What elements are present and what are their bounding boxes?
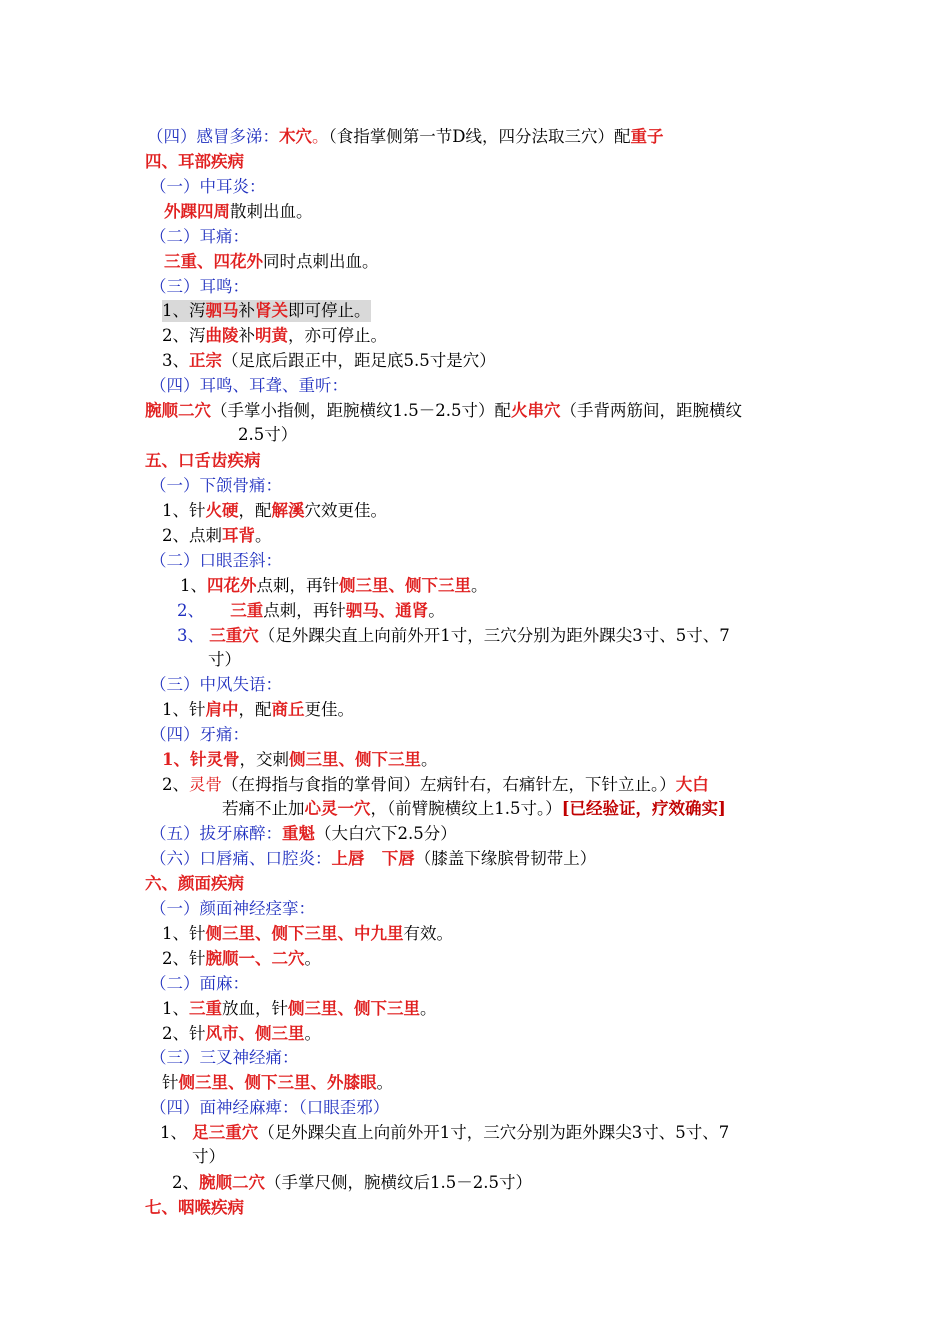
text-line	[145, 151, 244, 173]
text-segment: 2、点刺	[162, 526, 222, 545]
text-segment: 。	[420, 750, 438, 769]
text-segment: 针	[162, 1073, 179, 1092]
text-line	[162, 774, 709, 796]
text-segment: 灵骨	[189, 775, 222, 794]
text-line	[162, 525, 272, 547]
text-segment: 侧三里、侧下三里	[288, 750, 421, 769]
text-segment: （手背两筋间，距腕横纹	[560, 401, 742, 420]
text-segment: 寸）	[208, 650, 241, 669]
text-segment: 3、	[177, 626, 204, 645]
text-segment: 火硬	[205, 501, 239, 520]
text-segment: 侧三里、侧下三里、外膝眼	[178, 1073, 377, 1092]
text-segment: 1、针	[162, 700, 206, 719]
text-segment: （一）中耳炎：	[150, 177, 266, 196]
text-segment: 1、	[160, 1123, 193, 1142]
text-segment: 耳背	[222, 526, 255, 545]
text-line	[145, 450, 261, 472]
text-line	[177, 600, 445, 622]
text-line	[150, 475, 282, 497]
text-segment: （三）三叉神经痛：	[150, 1048, 299, 1067]
text-segment: 火串穴	[510, 401, 561, 420]
text-segment: 三重穴	[209, 626, 259, 645]
text-segment: 驷马、通肾	[345, 601, 429, 620]
text-line	[145, 1197, 244, 1219]
text-segment: （在拇指与食指的掌骨间）左病针右，右痛针左，下针立止。）	[222, 775, 676, 794]
text-line	[150, 823, 457, 845]
text-segment: 放血，针	[222, 999, 288, 1018]
text-line	[238, 424, 297, 446]
text-segment: 侧三里、侧下三里	[288, 999, 420, 1018]
text-segment: 解溪	[271, 501, 305, 520]
text-segment: 。	[304, 949, 321, 968]
text-line	[150, 1097, 389, 1119]
text-segment: 2、	[172, 1173, 199, 1192]
text-line	[208, 649, 241, 671]
text-segment: ，交刺	[239, 750, 289, 769]
text-line	[150, 550, 282, 572]
text-line	[162, 350, 496, 372]
text-line	[162, 699, 354, 721]
text-line	[164, 201, 313, 223]
text-line	[145, 400, 742, 422]
text-line	[147, 126, 663, 148]
text-segment: （二）耳痛：	[150, 227, 249, 246]
text-segment: （膝盖下缘膑骨韧带上）	[414, 849, 597, 868]
text-segment: （三）耳鸣：	[150, 277, 249, 296]
text-segment: 。	[471, 576, 488, 595]
text-segment: 。	[428, 601, 445, 620]
text-line	[162, 300, 371, 322]
text-segment: 2、泻	[162, 326, 206, 345]
text-segment: 1、泻	[162, 301, 206, 320]
text-segment: 商丘	[271, 700, 305, 719]
text-segment: 同时点刺出血。	[263, 252, 379, 271]
text-segment: （足外踝尖直上向前外开1寸，三穴分别为距外踝尖3寸、5寸、7	[258, 1123, 730, 1142]
text-line	[162, 998, 437, 1020]
text-segment: （大白穴下2.5分）	[315, 824, 457, 843]
text-segment: （四）感冒多涕：	[147, 127, 279, 146]
text-segment: 1、	[180, 576, 207, 595]
text-segment: 有效。	[403, 924, 453, 943]
text-segment: 1、针	[162, 501, 206, 520]
text-line	[164, 251, 379, 273]
text-segment: 正宗	[189, 351, 222, 370]
text-line	[150, 176, 266, 198]
text-segment: 六、颜面疾病	[145, 874, 244, 893]
text-segment: 寸）	[192, 1147, 225, 1166]
text-segment: 七、咽喉疾病	[145, 1198, 244, 1217]
text-segment: （一）下颌骨痛：	[150, 476, 282, 495]
text-line	[150, 848, 596, 870]
text-line	[150, 276, 249, 298]
text-segment: 重魁	[282, 824, 315, 843]
text-segment: 3、	[162, 351, 189, 370]
text-segment: 木穴	[279, 127, 312, 146]
text-segment: （足底后跟正中，距足底5.5寸是穴）	[222, 351, 496, 370]
text-segment: 明黄	[255, 326, 288, 345]
text-segment: （手掌小指侧，距腕横纹1.5－2.5寸）配	[211, 401, 511, 420]
text-segment: 。	[420, 999, 437, 1018]
text-segment: （一）颜面神经痉挛：	[150, 899, 315, 918]
text-segment: （四）面神经麻痺：（口眼歪邪）	[150, 1098, 390, 1117]
text-line	[222, 798, 726, 820]
text-segment: （足外踝尖直上向前外开1寸，三穴分别为距外踝尖3寸、5寸、7	[258, 626, 730, 645]
text-segment: 侧三里、侧下三里、中九里	[205, 924, 404, 943]
text-segment: ，亦可停止。	[288, 326, 387, 345]
text-segment: 。	[255, 526, 272, 545]
text-line	[162, 500, 387, 522]
text-segment: （二）面麻：	[150, 974, 249, 993]
text-segment: 穴效更佳。	[304, 501, 387, 520]
text-segment: （四）耳鸣、耳聋、重听：	[150, 376, 348, 395]
text-segment: （五）拔牙麻醉：	[150, 824, 282, 843]
text-segment: ，配	[238, 501, 272, 520]
text-segment: 五、口舌齿疾病	[145, 451, 261, 470]
text-segment: 。	[376, 1073, 393, 1092]
text-segment: 驷马	[205, 301, 239, 320]
text-segment: 腕顺二穴	[145, 401, 211, 420]
text-segment: [已经验证，疗效确实]	[561, 799, 726, 818]
text-segment: 三重	[189, 999, 222, 1018]
text-segment: 足三重穴	[192, 1123, 259, 1142]
text-segment: 点刺，再针	[263, 601, 346, 620]
text-segment: （六）口唇痛、口腔炎：	[150, 849, 332, 868]
text-segment: 三重、四花外	[164, 252, 263, 271]
text-line	[180, 575, 488, 597]
text-line	[150, 898, 315, 920]
text-segment: 上唇 下唇	[331, 849, 415, 868]
text-segment: 补	[238, 301, 255, 320]
text-segment: 即可停止。	[288, 301, 371, 320]
text-segment: ，配	[238, 700, 272, 719]
text-segment: 心灵一穴	[304, 799, 371, 818]
text-line	[150, 674, 282, 696]
text-line	[192, 1146, 225, 1168]
text-segment: 重子	[630, 127, 664, 146]
text-line	[150, 973, 249, 995]
text-segment: （食指掌侧第一节D线，四分法取三穴）配	[328, 127, 631, 146]
text-line	[162, 923, 453, 945]
text-segment: 更佳。	[304, 700, 354, 719]
text-segment: 2、	[177, 601, 204, 620]
text-segment: 大白	[675, 775, 709, 794]
text-segment: 散刺出血。	[230, 202, 313, 221]
text-line	[160, 1122, 729, 1144]
text-line	[177, 625, 730, 647]
text-segment: 1、针灵骨	[162, 750, 240, 769]
text-segment	[204, 601, 230, 620]
text-segment: 三重	[230, 601, 264, 620]
text-segment: 2.5寸）	[238, 425, 298, 444]
text-segment: 曲陵	[205, 326, 239, 345]
text-segment: 侧三里、侧下三里	[339, 576, 471, 595]
text-segment: （四）牙痛：	[150, 725, 249, 744]
text-segment: 补	[238, 326, 255, 345]
text-segment: 若痛不止加	[222, 799, 305, 818]
text-line	[162, 1023, 321, 1045]
text-segment: 2、针	[162, 949, 206, 968]
text-segment: 四花外	[207, 576, 257, 595]
text-segment: 点刺，再针	[256, 576, 339, 595]
text-segment: 肩中	[205, 700, 239, 719]
text-segment: 肾关	[255, 301, 288, 320]
text-segment: （二）口眼歪斜：	[150, 551, 282, 570]
text-segment: （三）中风失语：	[150, 675, 282, 694]
text-segment: 。	[304, 1024, 321, 1043]
text-line	[150, 724, 249, 746]
text-line	[162, 948, 321, 970]
text-line	[150, 1047, 299, 1069]
text-segment: 四、耳部疾病	[145, 152, 244, 171]
text-segment: 2、针	[162, 1024, 206, 1043]
text-segment: 2、	[162, 775, 189, 794]
text-segment: 腕顺一、二穴	[205, 949, 305, 968]
text-segment: 。	[312, 127, 329, 146]
text-segment: 风市、侧三里	[205, 1024, 305, 1043]
text-line	[162, 325, 387, 347]
text-line	[162, 1072, 393, 1094]
text-line	[145, 873, 244, 895]
text-segment: ，（前臂腕横纹上1.5寸。）	[370, 799, 562, 818]
text-segment: 1、针	[162, 924, 206, 943]
text-segment: （手掌尺侧，腕横纹后1.5－2.5寸）	[265, 1173, 532, 1192]
text-line	[150, 226, 249, 248]
text-line	[150, 375, 348, 397]
text-line	[162, 749, 437, 771]
text-line	[172, 1172, 532, 1194]
text-segment: 1、	[162, 999, 189, 1018]
text-segment: 外踝四周	[164, 202, 230, 221]
text-segment: 腕顺二穴	[199, 1173, 265, 1192]
